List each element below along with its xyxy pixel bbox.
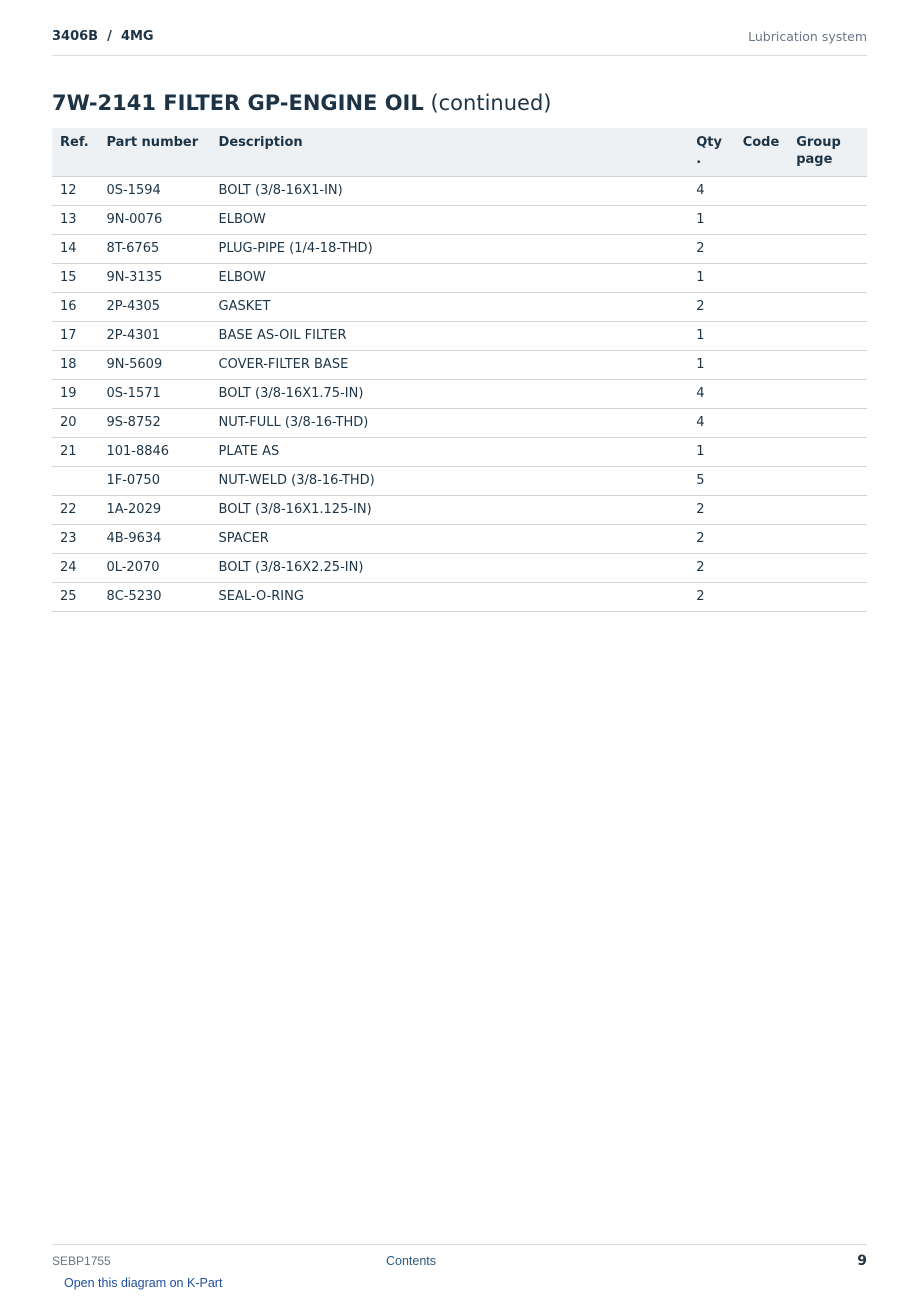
cell-part-number: 0L-2070: [98, 554, 210, 583]
table-row: [52, 293, 867, 322]
cell-part-number: 1A-2029: [98, 496, 210, 525]
cell-qty: 4: [688, 380, 734, 409]
cell-qty: 1: [688, 322, 734, 351]
cell-ref: 20: [52, 409, 98, 438]
cell-description: NUT-WELD (3/8-16-THD): [211, 467, 689, 496]
cell-part-number: 8C-5230: [98, 583, 210, 612]
column-header-group-page: Group page: [788, 128, 867, 177]
cell-code: [735, 322, 789, 351]
cell-description: SPACER: [211, 525, 689, 554]
cell-part-number: 0S-1594: [98, 177, 210, 206]
cell-group-page: [788, 235, 867, 264]
cell-description: BOLT (3/8-16X2.25-IN): [211, 554, 689, 583]
cell-description: GASKET: [211, 293, 689, 322]
table-body: [52, 177, 867, 612]
table-row: [52, 206, 867, 235]
cell-group-page: [788, 177, 867, 206]
cell-qty: 1: [688, 206, 734, 235]
cell-code: [735, 496, 789, 525]
column-header-code: Code: [735, 128, 789, 177]
cell-code: [735, 583, 789, 612]
cell-group-page: [788, 264, 867, 293]
cell-qty: 2: [688, 235, 734, 264]
cell-part-number: 9N-3135: [98, 264, 210, 293]
cell-qty: 2: [688, 554, 734, 583]
cell-ref: 25: [52, 583, 98, 612]
cell-group-page: [788, 525, 867, 554]
cell-code: [735, 177, 789, 206]
cell-ref: 17: [52, 322, 98, 351]
table-row: [52, 235, 867, 264]
cell-qty: 2: [688, 496, 734, 525]
cell-code: [735, 264, 789, 293]
cell-description: SEAL-O-RING: [211, 583, 689, 612]
cell-part-number: 2P-4305: [98, 293, 210, 322]
table-row: [52, 554, 867, 583]
cell-description: BOLT (3/8-16X1.75-IN): [211, 380, 689, 409]
cell-part-number: 1F-0750: [98, 467, 210, 496]
cell-part-number: 9N-5609: [98, 351, 210, 380]
cell-description: BOLT (3/8-16X1.125-IN): [211, 496, 689, 525]
cell-description: BOLT (3/8-16X1-IN): [211, 177, 689, 206]
table-row: [52, 583, 867, 612]
cell-code: [735, 235, 789, 264]
column-header-description: Description: [211, 128, 689, 177]
table-row: [52, 438, 867, 467]
parts-table: [52, 128, 867, 612]
column-header-qty: Qty .: [688, 128, 734, 177]
cell-part-number: 9N-0076: [98, 206, 210, 235]
cell-qty: 2: [688, 293, 734, 322]
table-row: [52, 177, 867, 206]
cell-qty: 4: [688, 177, 734, 206]
cell-ref: 22: [52, 496, 98, 525]
cell-code: [735, 467, 789, 496]
cell-qty: 2: [688, 583, 734, 612]
cell-group-page: [788, 496, 867, 525]
cell-code: [735, 206, 789, 235]
cell-description: NUT-FULL (3/8-16-THD): [211, 409, 689, 438]
cell-part-number: 9S-8752: [98, 409, 210, 438]
cell-ref: 23: [52, 525, 98, 554]
section-label: Lubrication system: [748, 29, 867, 44]
cell-qty: 1: [688, 351, 734, 380]
cell-ref: 12: [52, 177, 98, 206]
cell-code: [735, 409, 789, 438]
cell-part-number: 2P-4301: [98, 322, 210, 351]
table-row: [52, 409, 867, 438]
cell-ref: 13: [52, 206, 98, 235]
contents-link[interactable]: Contents: [386, 1254, 437, 1268]
cell-group-page: [788, 438, 867, 467]
cell-ref: [52, 467, 98, 496]
cell-description: BASE AS-OIL FILTER: [211, 322, 689, 351]
cell-group-page: [788, 351, 867, 380]
cell-description: ELBOW: [211, 264, 689, 293]
cell-qty: 2: [688, 525, 734, 554]
document-id: SEBP1755: [52, 1254, 111, 1268]
cell-part-number: 8T-6765: [98, 235, 210, 264]
cell-description: PLUG-PIPE (1/4-18-THD): [211, 235, 689, 264]
cell-group-page: [788, 206, 867, 235]
cell-ref: 19: [52, 380, 98, 409]
table-row: [52, 351, 867, 380]
cell-group-page: [788, 467, 867, 496]
cell-ref: 24: [52, 554, 98, 583]
open-kpart-link[interactable]: Open this diagram on K-Part: [64, 1276, 223, 1290]
cell-group-page: [788, 409, 867, 438]
cell-qty: 5: [688, 467, 734, 496]
cell-group-page: [788, 380, 867, 409]
cell-group-page: [788, 322, 867, 351]
cell-part-number: 101-8846: [98, 438, 210, 467]
page-footer: [52, 1244, 867, 1275]
table-row: [52, 380, 867, 409]
column-header-ref: Ref.: [52, 128, 98, 177]
cell-part-number: 4B-9634: [98, 525, 210, 554]
cell-code: [735, 525, 789, 554]
cell-code: [735, 293, 789, 322]
table-row: [52, 525, 867, 554]
table-row: [52, 496, 867, 525]
table-row: [52, 264, 867, 293]
cell-description: ELBOW: [211, 206, 689, 235]
model-label: 3406B / 4MG: [52, 29, 154, 44]
cell-group-page: [788, 583, 867, 612]
cell-ref: 21: [52, 438, 98, 467]
cell-code: [735, 438, 789, 467]
cell-ref: 16: [52, 293, 98, 322]
cell-ref: 18: [52, 351, 98, 380]
page-header: [52, 28, 867, 56]
cell-code: [735, 554, 789, 583]
cell-ref: 14: [52, 235, 98, 264]
cell-part-number: 0S-1571: [98, 380, 210, 409]
cell-qty: 1: [688, 264, 734, 293]
cell-qty: 4: [688, 409, 734, 438]
page-number: 9: [857, 1253, 867, 1269]
title-main: 7W-2141 FILTER GP-ENGINE OIL: [52, 91, 424, 115]
table-row: [52, 467, 867, 496]
cell-code: [735, 351, 789, 380]
column-header-part-number: Part number: [98, 128, 210, 177]
cell-qty: 1: [688, 438, 734, 467]
cell-description: COVER-FILTER BASE: [211, 351, 689, 380]
cell-group-page: [788, 554, 867, 583]
cell-ref: 15: [52, 264, 98, 293]
cell-description: PLATE AS: [211, 438, 689, 467]
cell-group-page: [788, 293, 867, 322]
page-title: [52, 89, 551, 117]
table-row: [52, 322, 867, 351]
title-suffix: (continued): [430, 91, 552, 115]
table-header-row: [52, 128, 867, 177]
cell-code: [735, 380, 789, 409]
